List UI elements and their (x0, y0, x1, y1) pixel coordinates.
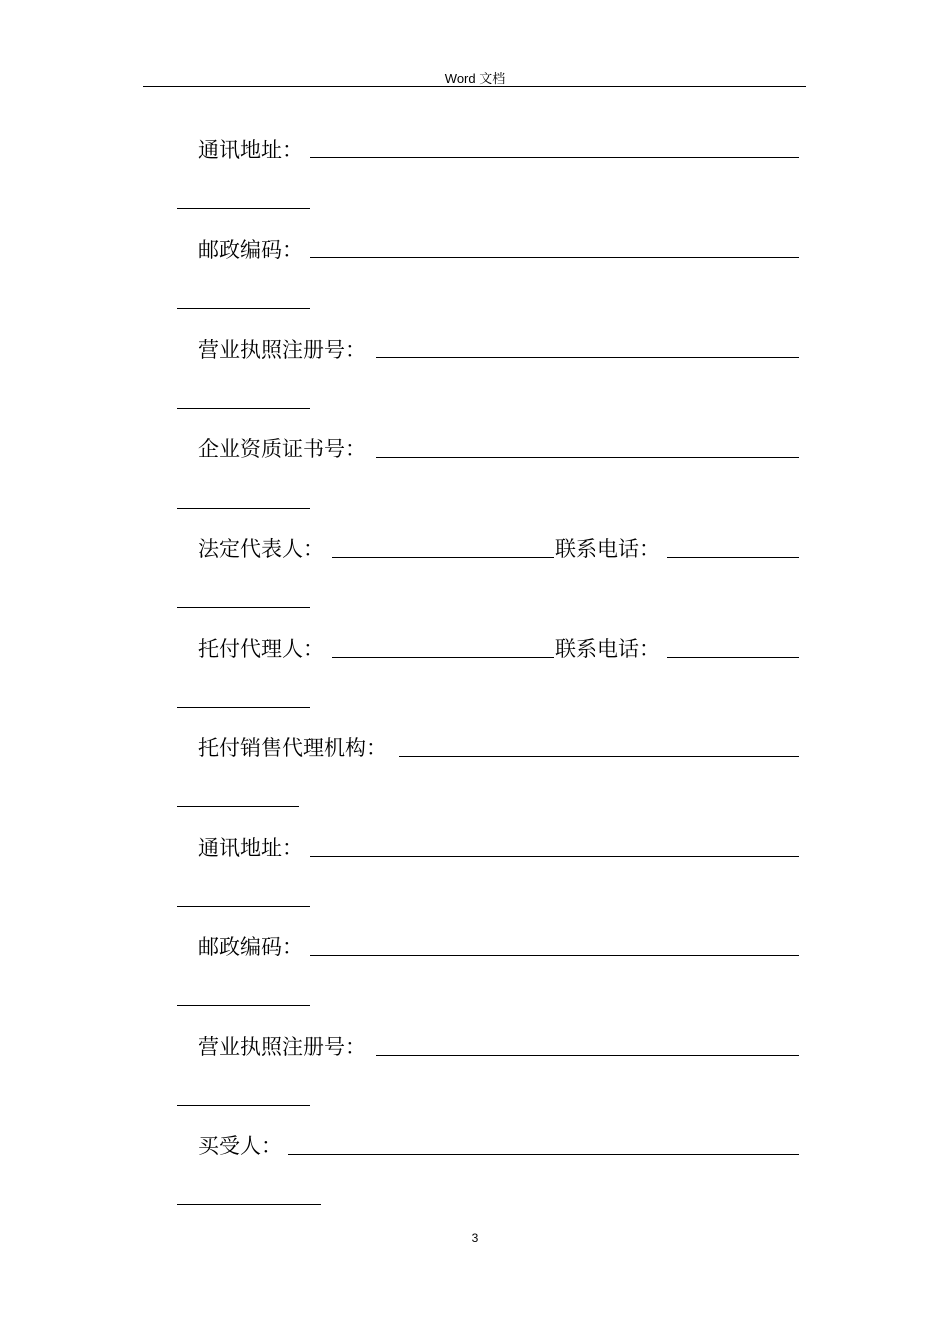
blank-postcode-2-continued (177, 1005, 310, 1006)
blank-agent-phone (667, 657, 799, 658)
field-label-business-license-2: 营业执照注册号： (198, 1035, 366, 1059)
field-label-address: 通讯地址： (198, 138, 303, 162)
field-label-agent: 托付代理人： (198, 637, 324, 661)
field-label-postcode-2: 邮政编码： (198, 935, 303, 959)
field-label-buyer: 买受人： (198, 1134, 282, 1158)
field-label-postcode: 邮政编码： (198, 238, 303, 262)
field-label-sales-agency: 托付销售代理机构： (198, 736, 387, 760)
blank-legal-representative (332, 557, 554, 558)
blank-agent (332, 657, 554, 658)
blank-phone-continued (177, 607, 310, 608)
field-label-legal-representative: 法定代表人： (198, 537, 324, 561)
blank-address-2-continued (177, 906, 310, 907)
blank-business-license-continued (177, 408, 310, 409)
blank-sales-agency (399, 756, 799, 757)
blank-business-license-2-continued (177, 1105, 310, 1106)
blank-buyer-continued (177, 1204, 321, 1205)
blank-postcode-2 (310, 955, 799, 956)
blank-qualification-cert-continued (177, 508, 310, 509)
blank-postcode-continued (177, 308, 310, 309)
blank-postcode (310, 257, 799, 258)
blank-address-2 (310, 856, 799, 857)
blank-agent-phone-continued (177, 707, 310, 708)
page-number: 3 (471, 1231, 479, 1245)
blank-address-continued (177, 208, 310, 209)
field-label-qualification-cert: 企业资质证书号： (198, 437, 366, 461)
blank-phone (667, 557, 799, 558)
field-label-business-license: 营业执照注册号： (198, 338, 366, 362)
header-divider (143, 86, 806, 87)
header-title: Word 文档 (444, 71, 506, 86)
blank-business-license (376, 357, 799, 358)
blank-qualification-cert (376, 457, 799, 458)
blank-sales-agency-continued (177, 806, 299, 807)
blank-buyer (288, 1154, 799, 1155)
blank-address (310, 157, 799, 158)
field-label-address-2: 通讯地址： (198, 836, 303, 860)
field-label-phone: 联系电话： (555, 537, 660, 561)
blank-business-license-2 (376, 1055, 799, 1056)
field-label-agent-phone: 联系电话： (555, 637, 660, 661)
